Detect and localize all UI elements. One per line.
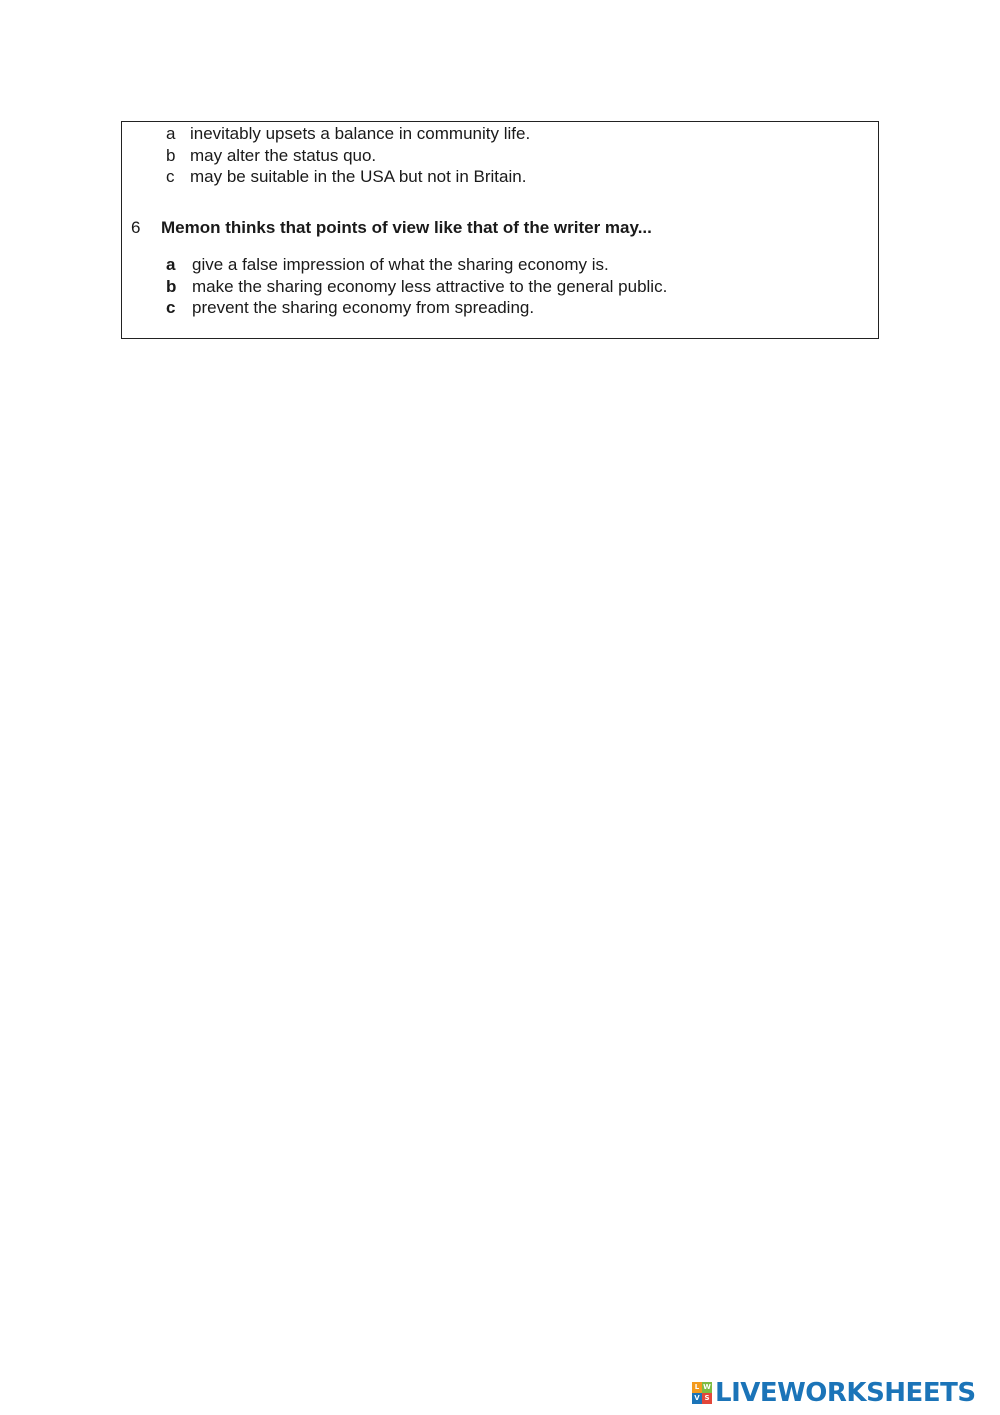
logo-mark-tile: L <box>692 1382 702 1393</box>
logo-mark-tile: V <box>692 1393 702 1404</box>
logo-text: LIVEWORKSHEETS <box>715 1378 976 1408</box>
question-stem: Memon thinks that points of view like that of the writer may... <box>161 218 652 237</box>
logo-mark-icon <box>692 1382 712 1404</box>
option-letter: a <box>166 124 176 143</box>
logo-mark-tile: S <box>702 1393 712 1404</box>
option-letter: c <box>166 167 175 186</box>
option-text: may alter the status quo. <box>190 146 377 165</box>
liveworksheets-logo <box>692 1378 976 1408</box>
option-text: prevent the sharing economy from spreading. <box>192 298 535 317</box>
option-text: give a false impression of what the sharing economy is. <box>192 255 609 274</box>
question-box <box>121 121 879 339</box>
logo-mark-tile: W <box>703 1383 711 1391</box>
option-letter: b <box>166 277 177 296</box>
option-letter: b <box>166 146 176 165</box>
option-text: inevitably upsets a balance in community life. <box>190 124 531 143</box>
option-text: may be suitable in the USA but not in Britain. <box>190 167 527 186</box>
option-text: make the sharing economy less attractive to the general public. <box>192 277 668 296</box>
option-letter: a <box>166 255 176 274</box>
question-number: 6 <box>131 218 141 237</box>
option-letter: c <box>166 298 176 317</box>
